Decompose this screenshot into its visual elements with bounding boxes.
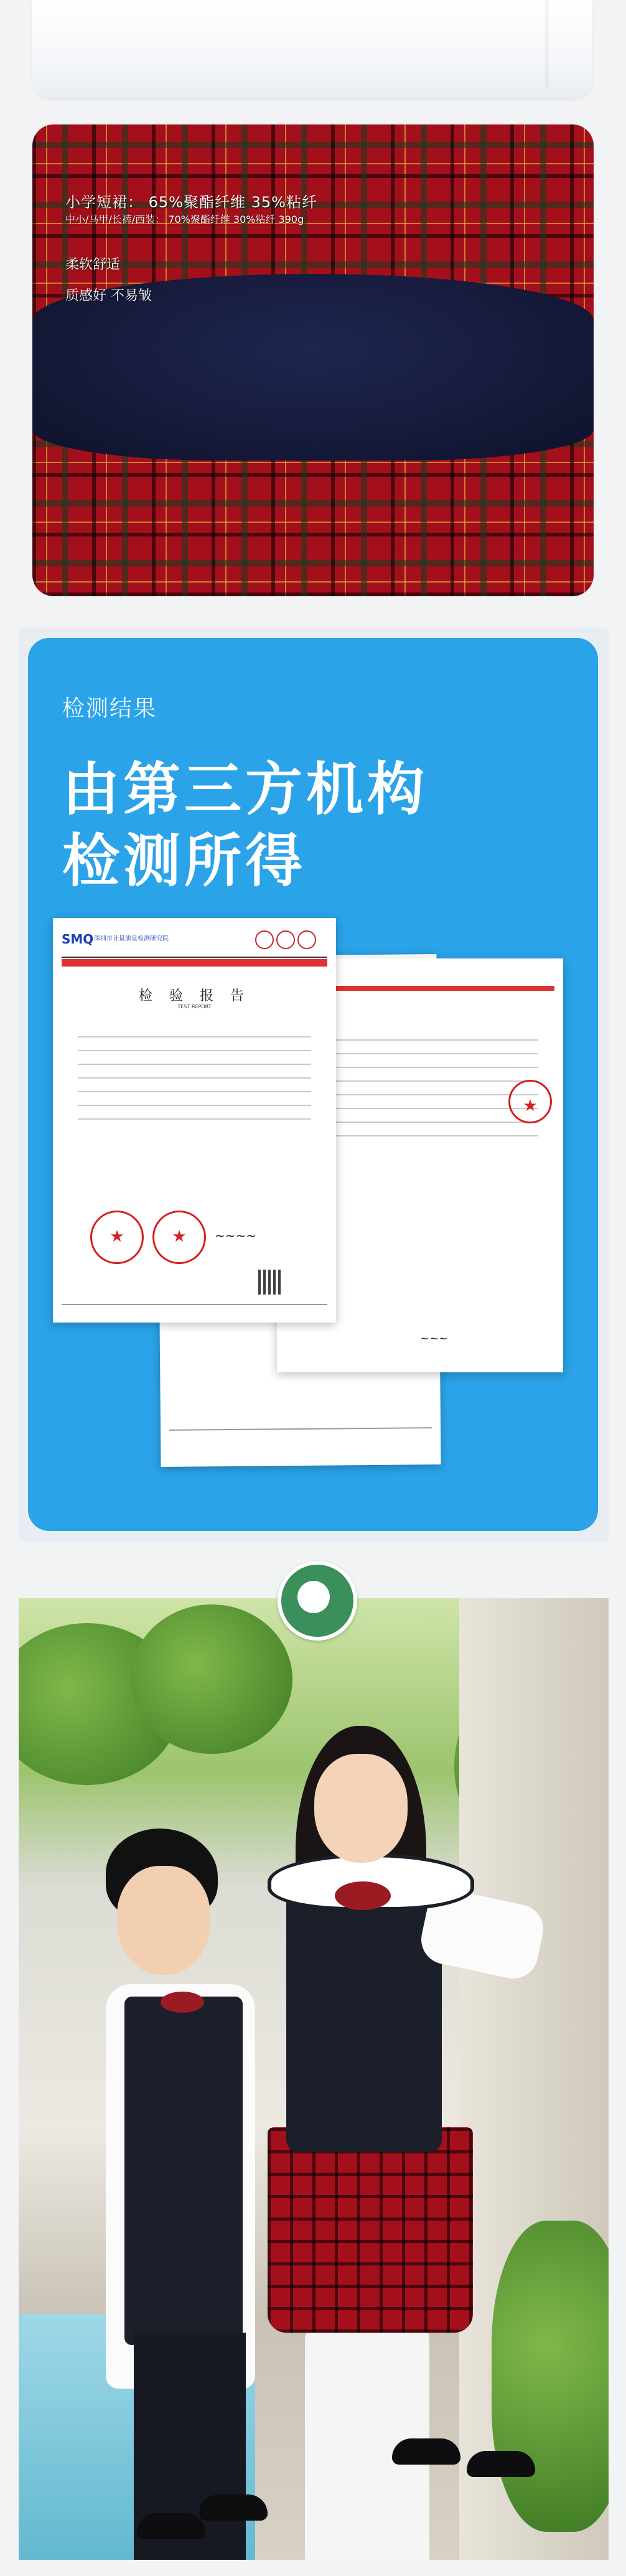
brand-logo-icon — [278, 1561, 357, 1641]
signature: ~~~~ — [215, 1228, 257, 1243]
report-title: 检 验 报 告 — [139, 988, 250, 1004]
red-stamp-icon — [508, 1080, 552, 1123]
test-headline-line-2: 检测所得 — [62, 828, 307, 894]
smq-org-name: 深圳市计量质量检测研究院 — [94, 935, 169, 942]
fabric-composition-subtitle: 中小/马甲/长裤/西装： 70%聚酯纤维 30%粘纤 390g — [65, 213, 304, 225]
students-uniform-photo — [19, 1598, 609, 2560]
certification-logos — [253, 930, 327, 948]
report-header — [62, 927, 327, 958]
fabric-feature-soft: 柔软舒适 — [65, 257, 121, 273]
report-red-bar — [62, 959, 327, 967]
red-stamp-icon — [152, 1211, 206, 1264]
shirt-detail-image — [32, 0, 592, 98]
fabric-composition-title: 小学短裙： 65%聚酯纤维 35%粘纤 — [65, 194, 317, 211]
test-result-label: 检测结果 — [62, 696, 157, 721]
report-page-front — [53, 918, 336, 1323]
qr-code-icon — [258, 1270, 283, 1295]
test-headline-line-1: 由第三方机构 — [62, 756, 429, 823]
signature: ~~~ — [420, 1332, 449, 1345]
report-title-en: TEST REPORT — [177, 1004, 212, 1009]
fabric-feature-quality: 质感好 不易皱 — [65, 288, 152, 304]
red-stamp-icon — [90, 1211, 144, 1264]
smq-logo: SMQ — [62, 932, 94, 947]
